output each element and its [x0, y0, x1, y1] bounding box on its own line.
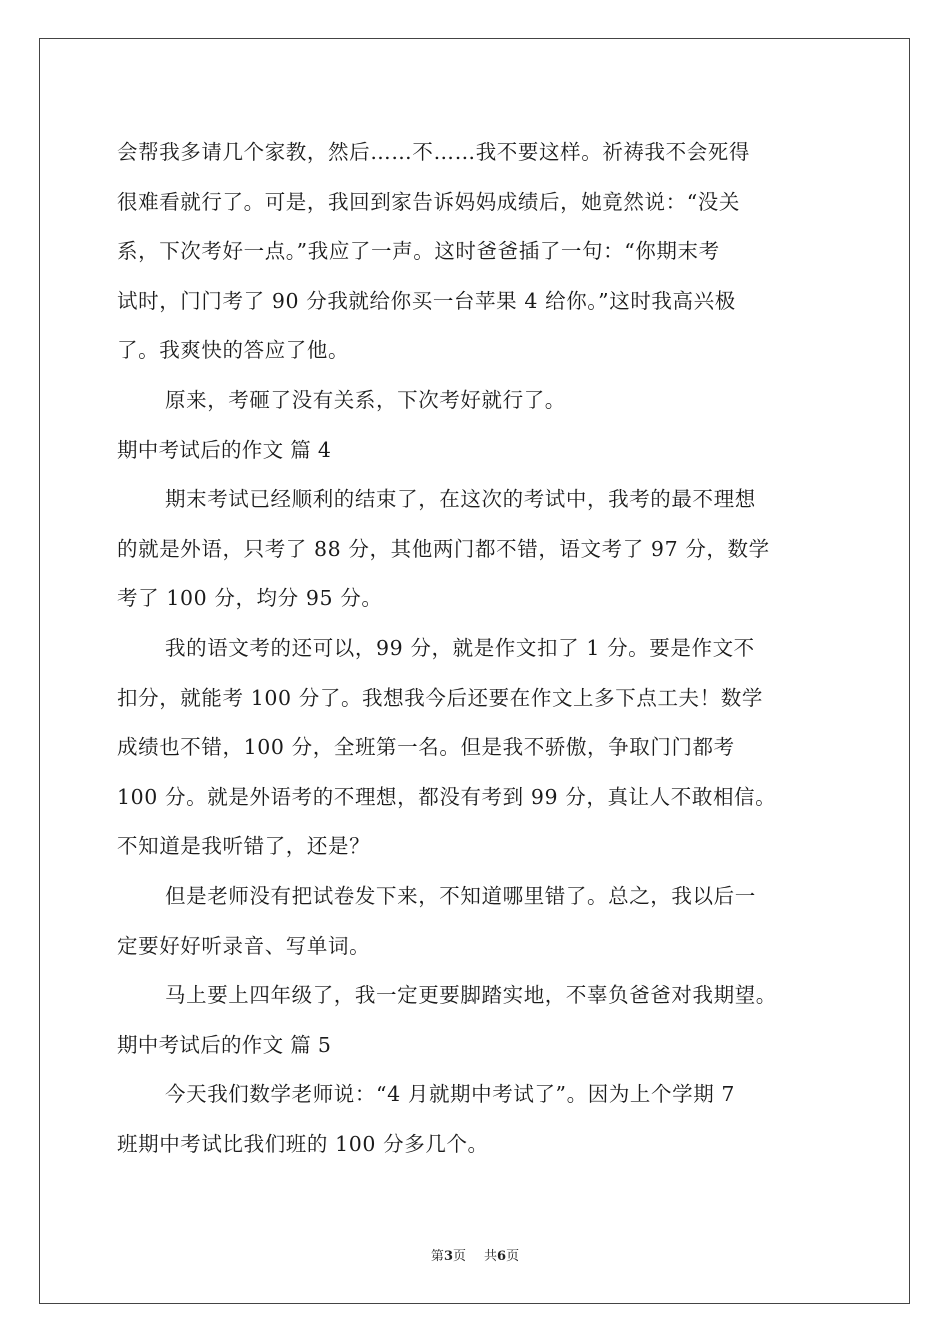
page-number: 3 [443, 1249, 453, 1264]
text-line: 的就是外语，只考了 88 分，其他两门都不错，语文考了 97 分，数学 [117, 536, 770, 561]
paragraph-start-line: 原来，考砸了没有关系，下次考好就行了。 [165, 387, 566, 412]
text-line: 成绩也不错，100 分，全班第一名。但是我不骄傲，争取门门都考 [117, 735, 735, 760]
text-line: 班期中考试比我们班的 100 分多几个。 [117, 1131, 489, 1156]
text-line: 考了 100 分，均分 95 分。 [117, 586, 383, 611]
paragraph-start-line: 今天我们数学老师说：“4 月就期中考试了”。因为上个学期 7 [165, 1082, 736, 1107]
text-line: 系，下次考好一点。”我应了一声。这时爸爸插了一句：“你期末考 [117, 239, 720, 264]
section-heading: 期中考试后的作文 篇 4 [117, 437, 332, 462]
text-line: 会帮我多请几个家教，然后……不……我不要这样。祈祷我不会死得 [117, 140, 750, 164]
text-line: 不知道是我听错了，还是？ [117, 834, 371, 859]
total-pages: 6 [497, 1249, 507, 1264]
section-heading: 期中考试后的作文 篇 5 [117, 1032, 332, 1057]
document-body [117, 128, 842, 1169]
text-line: 扣分，就能考 100 分了。我想我今后还要在作文上多下点工夫！数学 [117, 685, 763, 710]
total-prefix: 共 [484, 1249, 498, 1264]
page-footer [0, 1247, 950, 1267]
text-line: 很难看就行了。可是，我回到家告诉妈妈成绩后，她竟然说：“没关 [117, 189, 740, 214]
text-line: 100 分。就是外语考的不理想，都没有考到 99 分，真让人不敢相信。 [117, 784, 777, 809]
paragraph-start-line: 马上要上四年级了，我一定更要脚踏实地，不辜负爸爸对我期望。 [165, 983, 777, 1008]
text-line: 试时，门门考了 90 分我就给你买一台苹果 4 给你。”这时我高兴极 [117, 288, 736, 313]
text-line: 了。我爽快的答应了他。 [117, 338, 350, 363]
page-suffix: 页 [452, 1249, 466, 1264]
page-prefix: 第 [430, 1249, 444, 1264]
paragraph-start-line: 我的语文考的还可以，99 分，就是作文扣了 1 分。要是作文不 [165, 635, 755, 660]
paragraph-start-line: 但是老师没有把试卷发下来，不知道哪里错了。总之，我以后一 [165, 883, 756, 908]
text-line: 定要好好听录音、写单词。 [117, 933, 371, 958]
total-suffix: 页 [506, 1249, 520, 1264]
paragraph-start-line: 期末考试已经顺利的结束了，在这次的考试中，我考的最不理想 [165, 487, 756, 512]
